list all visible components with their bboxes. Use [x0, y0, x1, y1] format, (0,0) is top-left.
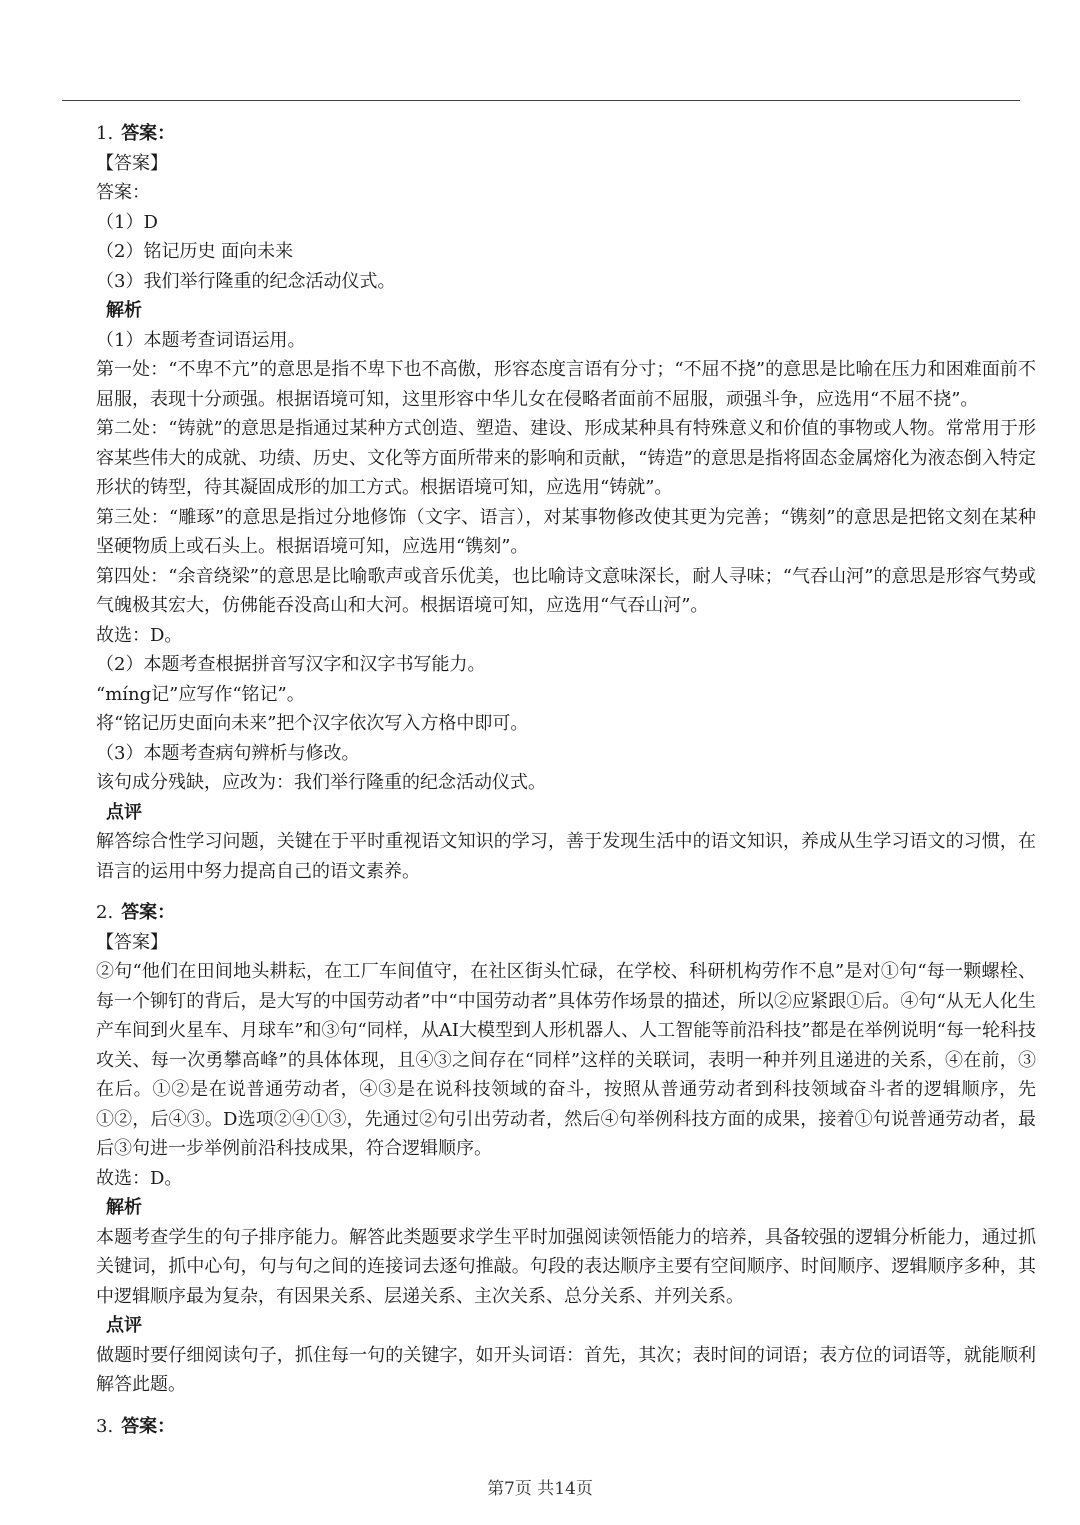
question-number: 3.	[96, 1415, 114, 1437]
comment-label: 点评	[106, 801, 142, 823]
analysis-paragraph: 第四处：“余音绕梁”的意思是比喻歌声或音乐优美，也比喻诗文意味深长，耐人寻味；“气吞山河”的意思是形容气势或气魄极其宏大，仿佛能吞没高山和大河。根据语境可知，应选用“气吞山河”。	[96, 565, 1036, 616]
analysis-paragraph: 本题考查学生的句子排序能力。解答此类题要求学生平时加强阅读领悟能力的培养，具备较强的逻辑分析能力，通过抓关键词，抓中心句，句与句之间的连接词去逐句推敲。句段的表达顺序主要有空间顺序、时间顺序、逻辑顺序多种，其中逻辑顺序最为复杂，有因果关系、层递关系、主次关系、总分关系、并列关系。	[96, 1226, 1036, 1307]
answer-tag: 【答案】	[96, 152, 168, 174]
comment-paragraph: 解答综合性学习问题，关键在于平时重视语文知识的学习，善于发现生活中的语文知识，养成从生学习语文的习惯，在语言的运用中努力提高自己的语文素养。	[96, 831, 1036, 882]
analysis-line: （3）本题考查病句辨析与修改。	[96, 742, 360, 764]
question-2-heading	[96, 898, 1036, 928]
analysis-line: 将“铭记历史面向未来”把个汉字依次写入方格中即可。	[96, 713, 529, 734]
comment-paragraph: 做题时要仔细阅读句子，抓住每一句的关键字，如开头词语：首先，其次；表时间的词语；表方位的词语等，就能顺利解答此题。	[96, 1344, 1036, 1395]
question-number: 2.	[96, 902, 114, 923]
analysis-paragraph: 第二处：“铸就”的意思是指通过某种方式创造、塑造、建设、形成某种具有特殊意义和价值的事物或人物。常常用于形容某些伟大的成就、功绩、历史、文化等方面所带来的影响和贡献，“铸造”的意思是指将固态金属熔化为液态倒入特定形状的铸型，待其凝固成形的加工方式。根据语境可知，应选用“铸就”。	[96, 418, 1036, 498]
analysis-line: （2）本题考查根据拼音写汉字和汉字书写能力。	[96, 654, 486, 675]
question-heading-text: 答案：	[121, 902, 176, 923]
analysis-label: 解析	[106, 1197, 142, 1218]
document-body	[96, 119, 1036, 1441]
answer-intro: 答案：	[96, 182, 150, 203]
page-footer: 第7页 共14页	[487, 1479, 593, 1499]
answer-tag: 【答案】	[96, 931, 168, 953]
analysis-line: （1）本题考查词语运用。	[96, 329, 306, 351]
analysis-paragraph: 第一处：“不卑不亢”的意思是指不卑下也不高傲，形容态度言语有分寸；“不屈不挠”的意思是比喻在压力和困难面前不屈服，表现十分顽强。根据语境可知，这里形容中华儿女在侵略者面前不屈服，顽强斗争，应选用“不屈不挠”。	[96, 359, 1036, 410]
question-heading-text: 答案：	[121, 1415, 176, 1437]
answer-paragraph: ②句“他们在田间地头耕耘，在工厂车间值守，在社区街头忙碌，在学校、科研机构劳作不息”是对①句“每一颗螺栓、每一个铆钉的背后，是大写的中国劳动者”中“中国劳动者”具体劳作场景的描述，所以②应紧跟①后。④句“从无人化生产车间到火星车、月球车”和③句“同样，从AI大模型到人形机器人、人工智能等前沿科技”都是在举例说明“每一轮科技攻关、每一次勇攀高峰”的具体体现，且④③之间存在“同样”这样的关联词，表明一种并列且递进的关系，④在前，③在后。①②是在说普通劳动者，④③是在说科技领域的奋斗，按照从普通劳动者到科技领域奋斗者的逻辑顺序，先①②，后④③。D选项②④①③，先通过②句引出劳动者，然后④句举例科技方面的成果，接着①句说普通劳动者，最后③句进一步举例前沿科技成果，符合逻辑顺序。	[96, 961, 1036, 1159]
header-rule	[62, 100, 1020, 101]
analysis-line: 该句成分残缺，应改为：我们举行隆重的纪念活动仪式。	[96, 772, 546, 793]
analysis-paragraph: 第三处：“雕琢”的意思是指过分地修饰（文字、语言），对某事物修改使其更为完善；“镌刻”的意思是把铭文刻在某种坚硬物质上或石头上。根据语境可知，应选用“镌刻”。	[96, 506, 1036, 557]
question-heading-text: 答案：	[121, 123, 176, 144]
analysis-line: “míng记”应写作“铭记”。	[96, 683, 305, 705]
analysis-label: 解析	[106, 300, 142, 321]
question-1-heading	[96, 119, 1036, 149]
answer-final: 故选：D。	[96, 1167, 183, 1189]
comment-label: 点评	[106, 1315, 142, 1336]
question-3-heading	[96, 1412, 1036, 1442]
analysis-line: 故选：D。	[96, 624, 183, 646]
answer-item: （1）D	[96, 211, 158, 233]
answer-item: （3）我们举行隆重的纪念活动仪式。	[96, 270, 396, 292]
question-number: 1.	[96, 123, 114, 144]
answer-item: （2）铭记历史 面向未来	[96, 241, 294, 262]
